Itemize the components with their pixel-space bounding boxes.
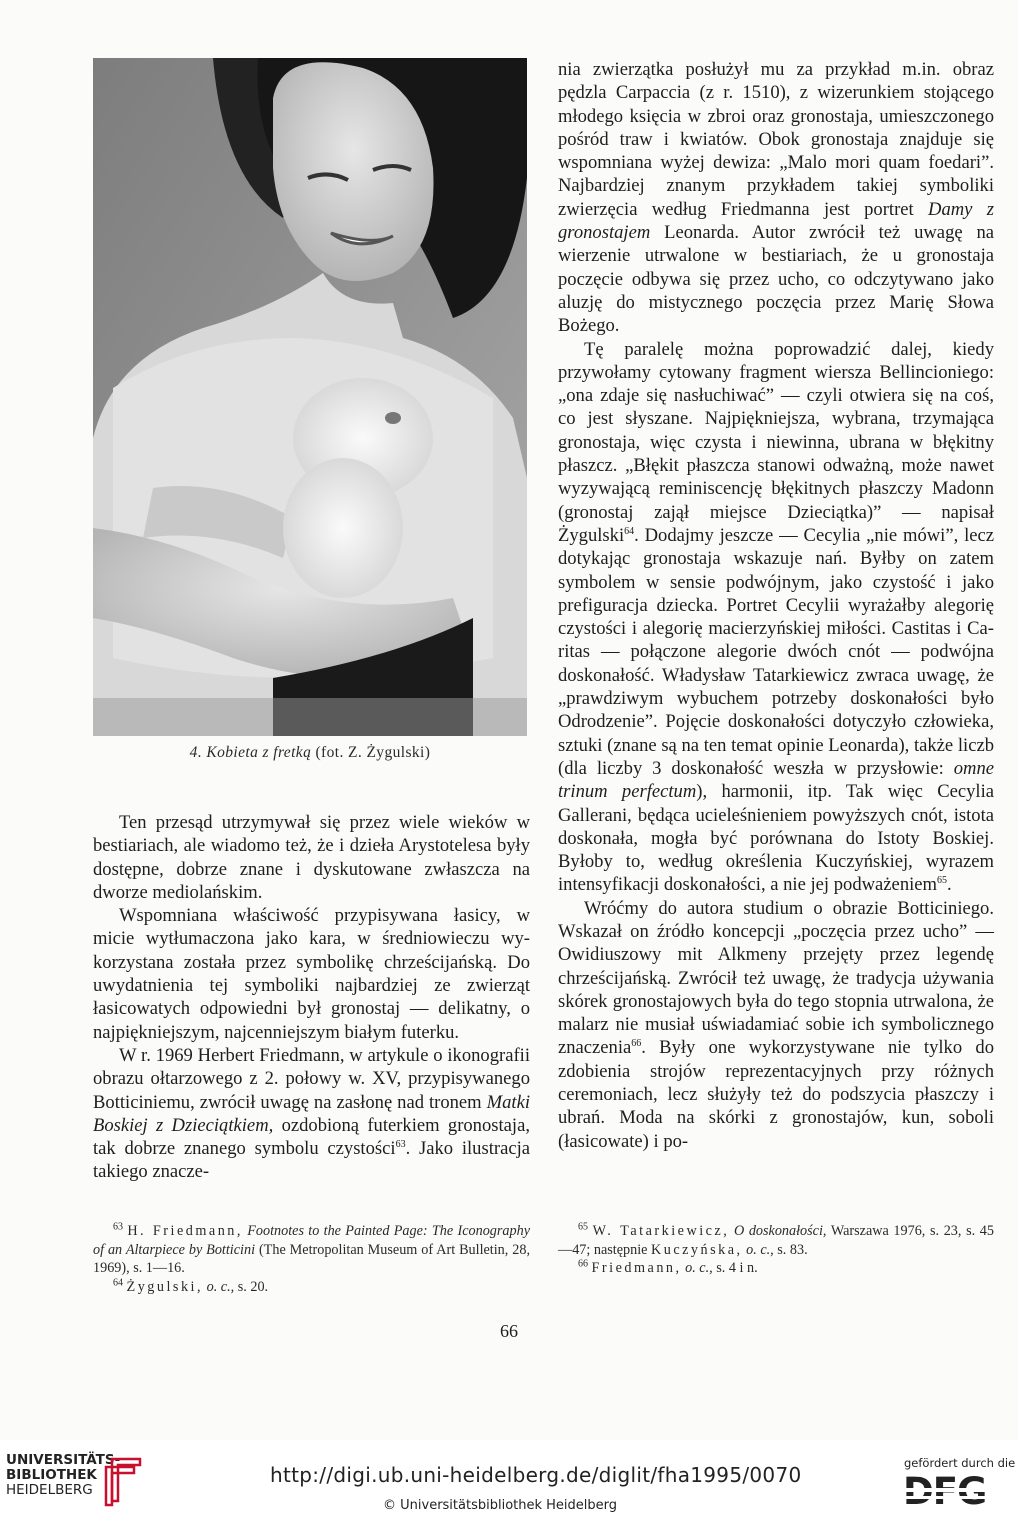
footnote-italic: o. c., bbox=[206, 1278, 235, 1295]
dfg-logo-stripe bbox=[903, 1488, 997, 1492]
paragraph bbox=[558, 58, 994, 338]
paragraph: Ten przesąd utrzymywał się przez wiele wieków w bestiariach, ale wiadomo też, że i dzieła Arystotelesa były dostępne, dobrze znane i dyskutowane zwłaszcza na dworze mediolańskim. bbox=[93, 812, 530, 903]
library-name-line: UNIVERSITÄTS- bbox=[6, 1452, 121, 1468]
woman-with-ferret-image bbox=[93, 58, 527, 736]
figure-caption bbox=[93, 744, 527, 762]
footnote-ref[interactable]: 64 bbox=[624, 525, 635, 537]
caption-title: 4. Kobieta z fretką bbox=[189, 744, 312, 761]
text-run: Tę paralelę można poprowadzić dalej, kiedy przywołamy cytowany fragment wiersza Bellincioniego: „ona zdaje się nasłuchiwać” — czyli otwiera się na coś, co jest słyszane. Najpiękniejsza, wybrana, trzymająca gronostaja, więc czysta i niewinna, ubrana w błękitny płaszcz. „Błękit płaszcza stanowi odważną, może nawet wyzywającą reminiscencję błękitnych płaszczy Madonn (gronostaj zajął miejsce Dzieciątka)” — napisał Żygulski bbox=[558, 338, 994, 546]
footnote-ref[interactable]: 63 bbox=[395, 1138, 406, 1150]
library-name-line: HEIDELBERG bbox=[6, 1482, 93, 1498]
footnote-author: Żygulski, bbox=[126, 1278, 204, 1295]
footnote-number: 65 bbox=[578, 1221, 588, 1233]
italic-title: Matki Boskiej z Dzieciątkiem, bbox=[93, 1091, 530, 1136]
footnote-number: 63 bbox=[113, 1221, 123, 1233]
funding-note: gefördert durch die bbox=[904, 1456, 1016, 1470]
footnote-text: s. 20. bbox=[234, 1278, 269, 1295]
footnote-number: 66 bbox=[578, 1258, 588, 1270]
library-logo-icon bbox=[104, 1455, 144, 1507]
italic-title: Damy z gronostajem bbox=[558, 198, 994, 244]
page-number: 66 bbox=[500, 1321, 518, 1341]
text-run: ), harmonii, itp. Tak więc Cecylia Gallerani, będąca ucieleśnieniem powyższych cnót, istota doskonała, mogła być porównana do Istoty Boskiej. Byłoby to, według określenia Kuczyńskiej, wyrazem intensyfikacji doskonałości, a nie jej podważeniem bbox=[558, 781, 994, 896]
text-run: . Jako ilustracja takiego znacze- bbox=[93, 1138, 530, 1183]
digital-library-footer bbox=[0, 1440, 1018, 1524]
library-name-line: BIBLIOTHEK bbox=[6, 1467, 97, 1483]
footnotes-right bbox=[558, 1222, 994, 1278]
footnote-italic: o. c., bbox=[685, 1260, 713, 1276]
permalink-url[interactable]: http://digi.ub.uni-heidelberg.de/diglit/fha1995/0070 bbox=[270, 1463, 802, 1487]
text-run: Leonarda. Autor zwrócił też uwagę na wierzenie utrwalone w bestiariach, że u gronostaja poczęcie odbywa się przez ucho, co odczytywano jako aluzję do mistycznego poczęcia przez Marię Słowa Bożego. bbox=[558, 222, 994, 337]
footnote-author: Kuczyńska, bbox=[651, 1241, 743, 1258]
footnote-title: Footnotes to the Painted Page: The Iconography of an Altarpiece by Botticini bbox=[93, 1223, 530, 1258]
footnote-ref[interactable]: 65 bbox=[937, 875, 947, 887]
text-run: . Były one wykorzystywane nie tylko do zdobienia strojów reprezentacyjnych przy różnych ceremoniach, lecz służyły też do podszycia płaszczy i ubrań. Moda na skórki z gronostajów, kun, soboli (łasicowate) i po- bbox=[558, 1037, 994, 1152]
left-text-column bbox=[93, 811, 530, 1184]
footnote-italic: o. c., bbox=[746, 1241, 774, 1258]
footnote-text: s. 4 i n. bbox=[712, 1260, 758, 1276]
figure-photo bbox=[93, 58, 527, 736]
footnote-65 bbox=[558, 1222, 994, 1259]
italic-phrase: omne trinum perfectum bbox=[558, 757, 994, 803]
text-run: nia zwierzątka posłużył mu za przykład m.in. obraz pędzla Carpaccia (z r. 1510), z wizerunkiem stojącego młodego księcia w zbroi oraz gronostaja, umieszczonego pośród traw i kwiatów. Obok gronostaja znajduje się wspomniana wyżej dewiza: „Malo mori quam foedari”. Najbardziej znanym przykładem takiej symboliki zwierzęcia według Friedmanna jest portret bbox=[558, 59, 994, 220]
footnote-text: Warszawa 1976, s. 23, s. 45—47; następnie bbox=[558, 1223, 994, 1258]
text-run: ozdobioną futerkiem gronostaja, tak dobrze znanego symbolu czystości bbox=[93, 1114, 530, 1160]
dfg-logo-stripe bbox=[903, 1496, 997, 1499]
footnote-text: (The Metropolitan Museum of Art Bulletin, 28, 1969), s. 1—16. bbox=[93, 1241, 530, 1276]
footnote-author: Friedmann, bbox=[591, 1260, 682, 1276]
footnote-author: W. Tatarkiewicz, bbox=[592, 1223, 730, 1239]
caption-credit: (fot. Z. Żygulski) bbox=[311, 744, 431, 761]
text-run: Wróćmy do autora studium o obrazie Botticiniego. Wskazał on źródło koncepcji „poczęcia przez ucho” — Owidiuszowy mit Alkmeny przejęty przez legendę chrześcijańską. Zwrócił też uwagę, że tradycja używania skórek gronostajowych była do tego stopnia utrwalona, że malarz nie musiał uświadamiać sobie ich symbolicznego znaczenia bbox=[558, 897, 994, 1059]
footnote-63 bbox=[93, 1222, 530, 1278]
footnote-author: H. Friedmann, bbox=[127, 1223, 243, 1239]
paragraph bbox=[93, 1044, 530, 1184]
footnote-ref[interactable]: 66 bbox=[631, 1038, 642, 1050]
text-run: W r. 1969 Herbert Friedmann, w artykule o ikonografii obrazu ołtarzowego z 2. połowy w. XV, przypisywanego Botticiniemu, zwrócił uwagę na zasłonę nad tronem bbox=[93, 1044, 530, 1113]
footnote-64 bbox=[93, 1278, 530, 1297]
footnote-text: s. 83. bbox=[773, 1241, 808, 1258]
paragraph bbox=[558, 897, 994, 1153]
text-run: . bbox=[947, 874, 952, 896]
copyright-notice: © Universitätsbibliothek Heidelberg bbox=[383, 1498, 618, 1513]
right-text-column bbox=[558, 58, 994, 1153]
footnotes-left bbox=[93, 1222, 530, 1296]
footnote-title: O doskonałości, bbox=[733, 1223, 827, 1239]
text-run: . Dodajmy jeszcze — Cecylia „nie mówi”, lecz dotykając gronostaja wskazuje nań. Byłby on zatem symbolem w sensie podwójnym, jako czystość i jako prefiguracja dziecka. Portret Cecylii wyrażałby alegorię czystości i alegorię macierzyńskiej miłości. Castitas i Caritas — połączone alegorie dwóch cnót — podwójna doskonałość. Władysław Tatarkiewicz zwraca uwagę, że „prawdziwym wybuchem potrzeby doskonałości było Odrodzenie”. Pojęcie doskonałości dotyczyło człowieka, sztuki (znane są na ten temat opinie Leonarda), także liczb (dla liczby 3 doskonałość weszła w przysłowie: bbox=[558, 524, 994, 779]
paragraph bbox=[558, 338, 994, 897]
footnote-66 bbox=[558, 1259, 994, 1278]
paragraph: Wspomniana właściwość przypisywana łasicy, w micie wytłumaczona jako kara, w średniowieczu wykorzystana została przez symbolikę chrześcijańską. Do uwydatnienia tej symboliki najbardziej ze zwierząt łasicowatych odpowiedni był gronostaj — delikatny, o najpiękniejszym, najcenniejszym białym futerku. bbox=[93, 905, 530, 1043]
footnote-number: 64 bbox=[113, 1276, 123, 1288]
